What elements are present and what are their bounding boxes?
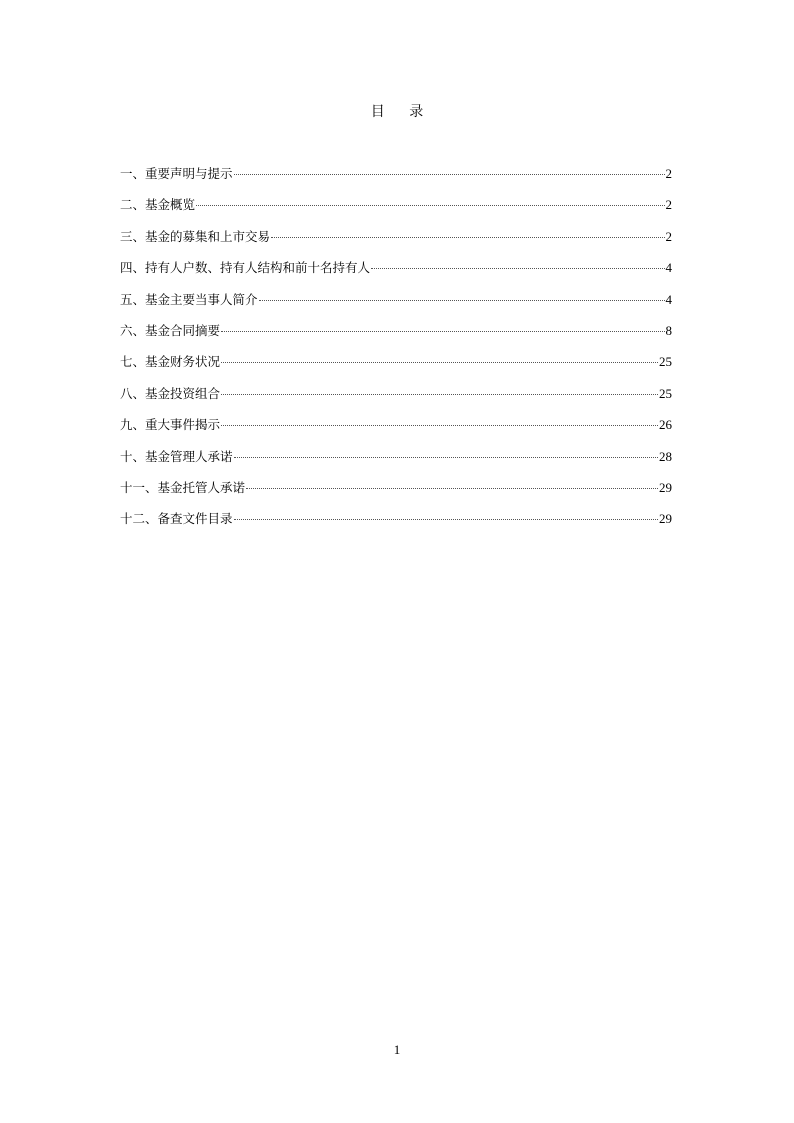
page-title: 目 录 bbox=[370, 104, 434, 120]
toc-entry-page: 26 bbox=[659, 417, 672, 433]
toc-entry-page: 2 bbox=[665, 197, 672, 213]
toc-entry[interactable] bbox=[120, 258, 672, 289]
toc-dot-leader bbox=[234, 519, 658, 520]
table-of-contents bbox=[120, 164, 672, 541]
toc-entry-label: 十一、基金托管人承诺 bbox=[120, 479, 246, 495]
toc-entry[interactable] bbox=[120, 227, 672, 258]
toc-entry-page: 4 bbox=[665, 260, 672, 276]
toc-dot-leader bbox=[234, 457, 658, 458]
toc-entry-label: 九、重大事件揭示 bbox=[120, 417, 221, 433]
toc-entry-label: 一、重要声明与提示 bbox=[120, 166, 233, 181]
toc-entry-label: 七、基金财务状况 bbox=[120, 354, 221, 370]
toc-entry-page: 29 bbox=[659, 479, 672, 495]
toc-dot-leader bbox=[221, 394, 658, 395]
toc-dot-leader bbox=[259, 300, 665, 301]
toc-entry-page: 28 bbox=[659, 448, 672, 464]
toc-dot-leader bbox=[221, 331, 664, 332]
page-number: 1 bbox=[393, 1042, 401, 1057]
toc-entry[interactable] bbox=[120, 321, 672, 352]
toc-entry-page: 2 bbox=[665, 228, 672, 244]
toc-entry-label: 四、持有人户数、持有人结构和前十名持有人 bbox=[120, 260, 371, 276]
toc-entry[interactable] bbox=[120, 478, 672, 509]
toc-entry[interactable] bbox=[120, 415, 672, 446]
toc-entry[interactable] bbox=[120, 164, 672, 195]
toc-entry-page: 29 bbox=[659, 511, 672, 527]
toc-dot-leader bbox=[371, 268, 664, 269]
toc-dot-leader bbox=[246, 488, 658, 489]
toc-entry-page: 2 bbox=[665, 166, 672, 181]
toc-entry-label: 十、基金管理人承诺 bbox=[120, 448, 233, 464]
toc-entry[interactable] bbox=[120, 509, 672, 540]
toc-entry-label: 五、基金主要当事人简介 bbox=[120, 291, 258, 307]
toc-entry-page: 25 bbox=[659, 385, 672, 401]
toc-entry-label: 十二、备查文件目录 bbox=[120, 511, 233, 527]
toc-entry[interactable] bbox=[120, 290, 672, 321]
toc-dot-leader bbox=[221, 425, 658, 426]
toc-dot-leader bbox=[271, 237, 664, 238]
toc-entry[interactable] bbox=[120, 384, 672, 415]
toc-entry-page: 25 bbox=[659, 354, 672, 370]
toc-dot-leader bbox=[221, 362, 658, 363]
toc-entry[interactable] bbox=[120, 447, 672, 478]
toc-entry[interactable] bbox=[120, 195, 672, 226]
toc-entry-label: 三、基金的募集和上市交易 bbox=[120, 228, 271, 244]
toc-entry[interactable] bbox=[120, 352, 672, 383]
toc-entry-label: 六、基金合同摘要 bbox=[120, 322, 221, 338]
toc-entry-page: 8 bbox=[665, 322, 672, 338]
toc-dot-leader bbox=[196, 205, 664, 206]
toc-entry-page: 4 bbox=[665, 291, 672, 307]
toc-entry-label: 八、基金投资组合 bbox=[120, 385, 221, 401]
toc-dot-leader bbox=[234, 174, 665, 175]
toc-entry-label: 二、基金概览 bbox=[120, 197, 196, 213]
